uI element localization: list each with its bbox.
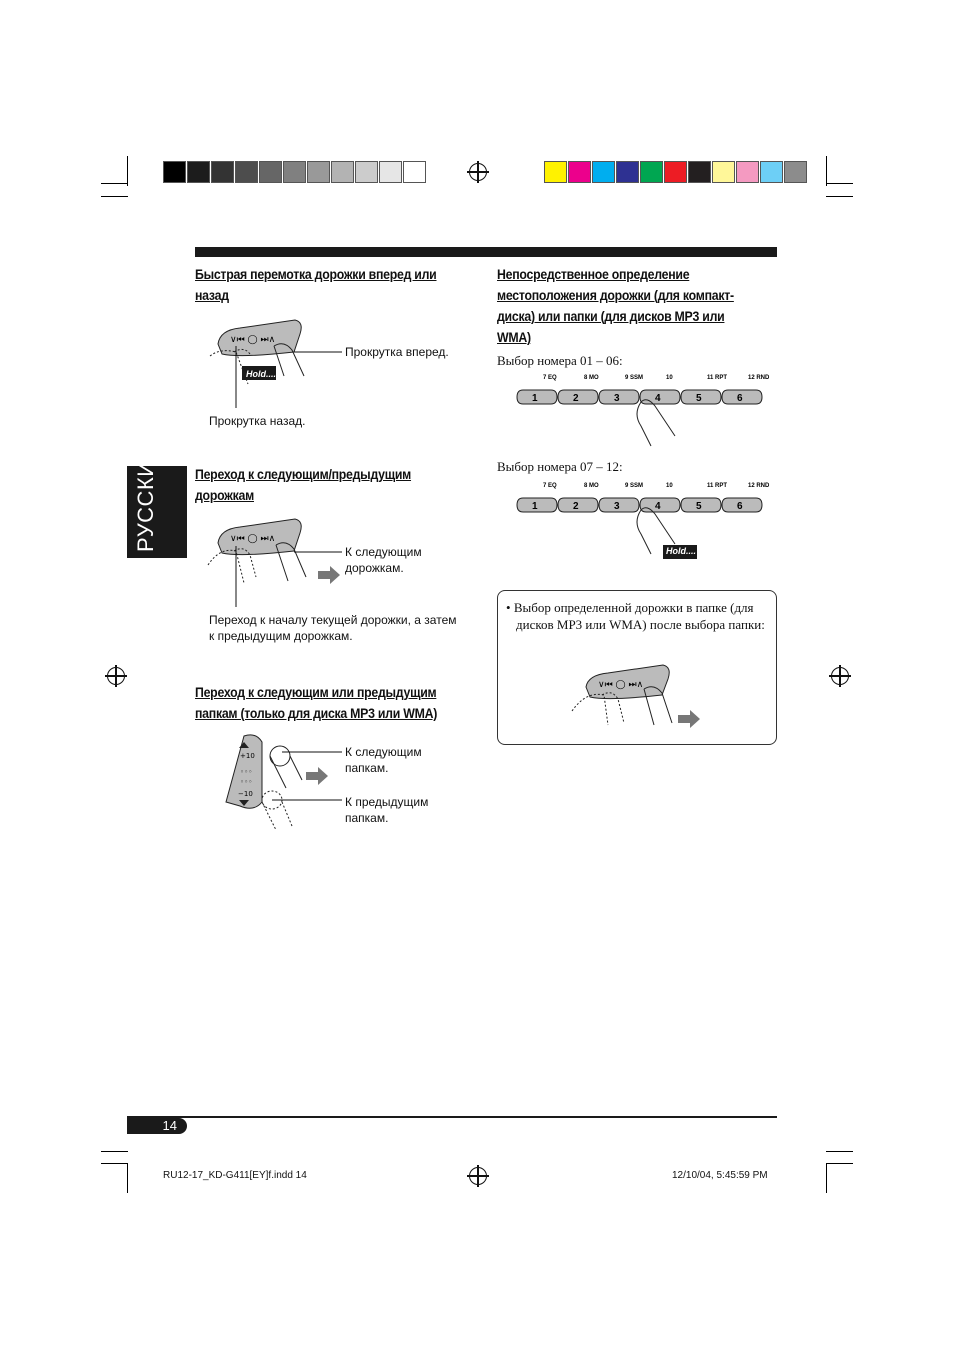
crop-mark xyxy=(101,1151,128,1152)
svg-text:◦◦◦: ◦◦◦ xyxy=(240,768,253,776)
color-swatch xyxy=(187,161,210,183)
color-swatch xyxy=(283,161,306,183)
key-number-label: 1 xyxy=(532,501,538,512)
leader-lines xyxy=(282,744,352,804)
color-swatch xyxy=(307,161,330,183)
crop-mark xyxy=(826,183,853,184)
crop-mark xyxy=(826,156,827,186)
color-swatch xyxy=(331,161,354,183)
color-swatch xyxy=(760,161,783,183)
color-swatch xyxy=(544,161,567,183)
crop-mark xyxy=(826,1151,853,1152)
key-number-label: 3 xyxy=(614,501,620,512)
label-prev-folders: К предыдущим папкам. xyxy=(345,795,429,825)
color-swatch xyxy=(688,161,711,183)
label-scan-back: Прокрутка назад. xyxy=(209,414,306,428)
color-swatch xyxy=(355,161,378,183)
key-secondary-label: 8 MO xyxy=(584,375,599,381)
section-heading-direct-select: Непосредственное определение местоположения дорожки (для компакт-диска) или папки (для дисков MP3 или WMA) xyxy=(497,266,734,345)
gray-swatch-strip xyxy=(163,161,427,183)
plus10-label: +10 xyxy=(240,752,255,760)
hold-badge-text: Hold.... xyxy=(666,546,696,556)
hold-badge: Hold.... xyxy=(246,369,276,379)
color-swatch xyxy=(163,161,186,183)
key-secondary-label: 12 RND xyxy=(748,483,770,489)
label-next-tracks: К следующим дорожкам. xyxy=(345,545,422,575)
key-secondary-label: 11 RPT xyxy=(707,483,728,489)
svg-text:◦◦◦: ◦◦◦ xyxy=(240,778,253,786)
leader-lines xyxy=(236,540,346,610)
svg-text:∨⏮ ◯ ⏭∧: ∨⏮ ◯ ⏭∧ xyxy=(598,680,644,690)
key-secondary-label: 12 RND xyxy=(748,375,770,381)
color-swatch xyxy=(568,161,591,183)
finger-icon xyxy=(637,400,675,446)
language-tab xyxy=(127,444,187,558)
select-01-06-label: Выбор номера 01 – 06: xyxy=(497,353,623,368)
footer-rule xyxy=(127,1116,777,1118)
key-number-label: 6 xyxy=(737,393,743,404)
key-number-label: 2 xyxy=(573,393,579,404)
key-secondary-label: 8 MO xyxy=(584,483,599,489)
registration-mark-icon xyxy=(469,163,487,181)
note-text xyxy=(504,599,778,633)
svg-text:∨⏮ ◯ ⏭∧: ∨⏮ ◯ ⏭∧ xyxy=(230,534,276,544)
key-secondary-label: 7 EQ xyxy=(543,483,557,489)
footer-file: RU12-17_KD-G411[EY]f.indd 14 xyxy=(163,1170,307,1181)
key-number-label: 6 xyxy=(737,501,743,512)
color-swatch xyxy=(664,161,687,183)
key-number-label: 2 xyxy=(573,501,579,512)
key-secondary-label: 10 xyxy=(666,483,673,489)
key-secondary-label: 11 RPT xyxy=(707,375,728,381)
color-swatch xyxy=(616,161,639,183)
section-heading-track-skip: Переход к следующим/предыдущим дорожкам xyxy=(195,466,412,503)
number-keys-illustration-1 xyxy=(515,370,770,465)
crop-mark xyxy=(101,1163,128,1164)
label-next-folders: К следующим папкам. xyxy=(345,745,422,775)
color-swatch xyxy=(235,161,258,183)
label-prev-tracks: Переход к началу текущей дорожки, а затем к предыдущим дорожкам. xyxy=(209,613,457,643)
key-secondary-label: 7 EQ xyxy=(543,375,557,381)
page-number: 14 xyxy=(162,1118,177,1133)
number-keys-illustration-2 xyxy=(515,478,770,568)
color-swatch xyxy=(592,161,615,183)
key-secondary-label: 9 SSM xyxy=(625,375,644,381)
hold-badge-2 xyxy=(663,545,697,559)
crop-mark xyxy=(826,1163,827,1193)
language-tab-label: РУССКИЙ xyxy=(133,444,158,552)
crop-mark xyxy=(101,183,128,184)
color-swatch xyxy=(640,161,663,183)
key-number-label: 3 xyxy=(614,393,620,404)
footer-timestamp: 12/10/04, 5:45:59 PM xyxy=(672,1170,768,1181)
key-secondary-label: 10 xyxy=(666,375,673,381)
color-swatch-strip xyxy=(544,161,808,183)
bullet-icon: • xyxy=(506,600,514,615)
section-heading-folder-skip: Переход к следующим или предыдущим папкам (только для диска MP3 или WMA) xyxy=(195,684,438,721)
select-07-12-label: Выбор номера 07 – 12: xyxy=(497,459,623,474)
minus10-label: −10 xyxy=(238,790,253,798)
registration-mark-icon xyxy=(469,1167,487,1185)
section-heading-fast-scan: Быстрая перемотка дорожки вперед или назад xyxy=(195,266,437,303)
crop-mark xyxy=(127,1163,128,1193)
registration-mark-icon xyxy=(107,667,125,685)
key-number-label: 4 xyxy=(655,393,661,404)
key-number-label: 5 xyxy=(696,501,702,512)
key-secondary-label: 9 SSM xyxy=(625,483,644,489)
crop-mark xyxy=(101,196,128,197)
color-swatch xyxy=(784,161,807,183)
registration-mark-icon xyxy=(831,667,849,685)
color-swatch xyxy=(211,161,234,183)
page-number-pill xyxy=(127,1118,187,1134)
note-body: Выбор определенной дорожки в папке (для дисков MP3 или WMA) после выбора папки: xyxy=(513,600,765,632)
crop-mark xyxy=(127,156,128,186)
control-knob-note-illustration xyxy=(568,663,708,733)
crop-mark xyxy=(826,1163,853,1164)
color-swatch xyxy=(259,161,282,183)
header-bar xyxy=(195,247,777,257)
leader-lines xyxy=(236,340,346,410)
key-number-label: 1 xyxy=(532,393,538,404)
color-swatch xyxy=(379,161,402,183)
color-swatch xyxy=(736,161,759,183)
color-swatch xyxy=(403,161,426,183)
key-number-label: 4 xyxy=(655,501,661,512)
svg-text:∨⏮ ◯ ⏭∧: ∨⏮ ◯ ⏭∧ xyxy=(230,335,276,345)
note-box xyxy=(497,590,777,745)
label-scan-forward: Прокрутка вперед. xyxy=(345,345,449,359)
crop-mark xyxy=(826,196,853,197)
color-swatch xyxy=(712,161,735,183)
key-number-label: 5 xyxy=(696,393,702,404)
